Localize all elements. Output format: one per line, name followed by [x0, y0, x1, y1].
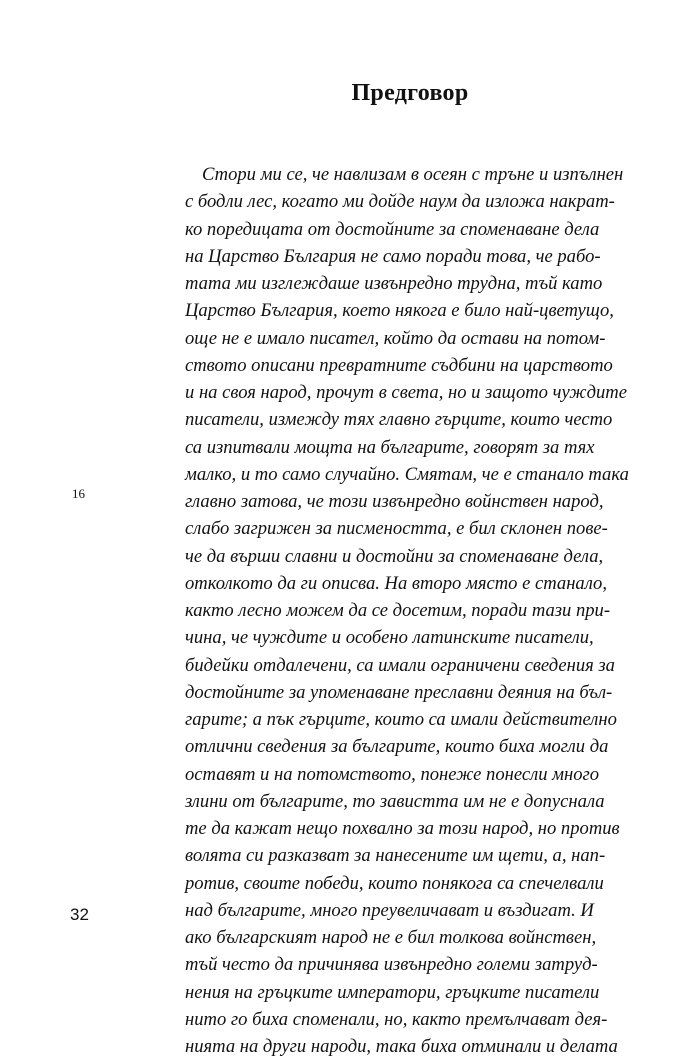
text-line: че да върши славни и достойни за споменаване дела,	[185, 545, 604, 567]
text-line: злини от българите, то завистта им не е допуснала	[185, 790, 605, 812]
text-line: отлични сведения за българите, които биха могли да	[185, 736, 609, 758]
text-line: и на своя народ, прочут в света, но и защото чуждите	[185, 382, 627, 403]
body-text	[185, 161, 700, 1060]
text-line: гарите; а пък гърците, които са имали действително	[185, 709, 617, 730]
text-line: бидейки отдалечени, са имали ограничени сведения за	[185, 654, 615, 676]
text-line: тата ми изглеждаше извънредно трудна, тъй като	[185, 273, 603, 294]
text-line: достойните за упоменаване преславни деяния на бъл-	[185, 681, 613, 703]
text-line: чина, че чуждите и особено латинските писатели,	[185, 627, 594, 649]
text-line: са изпитвали мощта на българите, говорят за тях	[185, 436, 595, 458]
text-line: на Царство България не само поради това, че рабо-	[185, 245, 601, 267]
text-line: тъй често да причинява извънредно големи затруд-	[185, 954, 598, 976]
text-line: главно затова, че този извънредно войнствен народ,	[185, 491, 604, 512]
text-line: с бодли лес, когато ми дойде наум да изложа накрат-	[185, 191, 615, 213]
text-line: писатели, измежду тях главно гърците, които често	[185, 409, 613, 431]
text-line: още не е имало писател, който да остави на потом-	[185, 327, 606, 349]
margin-note: 16	[72, 486, 85, 501]
page-title: Предговор	[351, 80, 469, 106]
text-line: ството описани превратните съдбини на царството	[185, 354, 613, 376]
text-line: оставят и на потомството, понеже понесли много	[185, 763, 600, 785]
text-line: ко поредицата от достойните за споменаване дела	[185, 218, 600, 240]
text-line: над българите, много преувеличават и въздигат. И	[185, 899, 594, 921]
text-line: те да кажат нещо похвално за този народ, но против	[185, 818, 620, 839]
text-line: ротив, своите победи, които понякога са спечелвали	[185, 872, 604, 894]
text-line: ако българският народ не е бил толкова войнствен,	[185, 927, 597, 948]
text-line: Стори ми се, че навлизам в осеян с тръне и изпълнен	[202, 164, 624, 185]
text-line: отколкото да ги описва. На второ място е станало,	[185, 572, 607, 594]
text-line: нито го биха споменали, но, както премълчават дея-	[185, 1008, 608, 1030]
text-line: Царство България, което някога е било най-цветущо,	[185, 300, 614, 322]
text-line: нения на гръцките императори, гръцките писатели	[185, 981, 600, 1003]
text-line: нията на други народи, така биха отминали и делата	[185, 1036, 618, 1057]
text-line: волята си разказват за нанесените им щети, а, нап-	[185, 845, 606, 867]
text-line: малко, и то само случайно. Смятам, че е станало така	[185, 463, 629, 485]
text-line: както лесно можем да се досетим, поради тази при-	[185, 600, 611, 621]
text-line: слабо загрижен за писмеността, е бил склонен пове-	[185, 518, 608, 540]
page-number: 32	[70, 905, 89, 924]
